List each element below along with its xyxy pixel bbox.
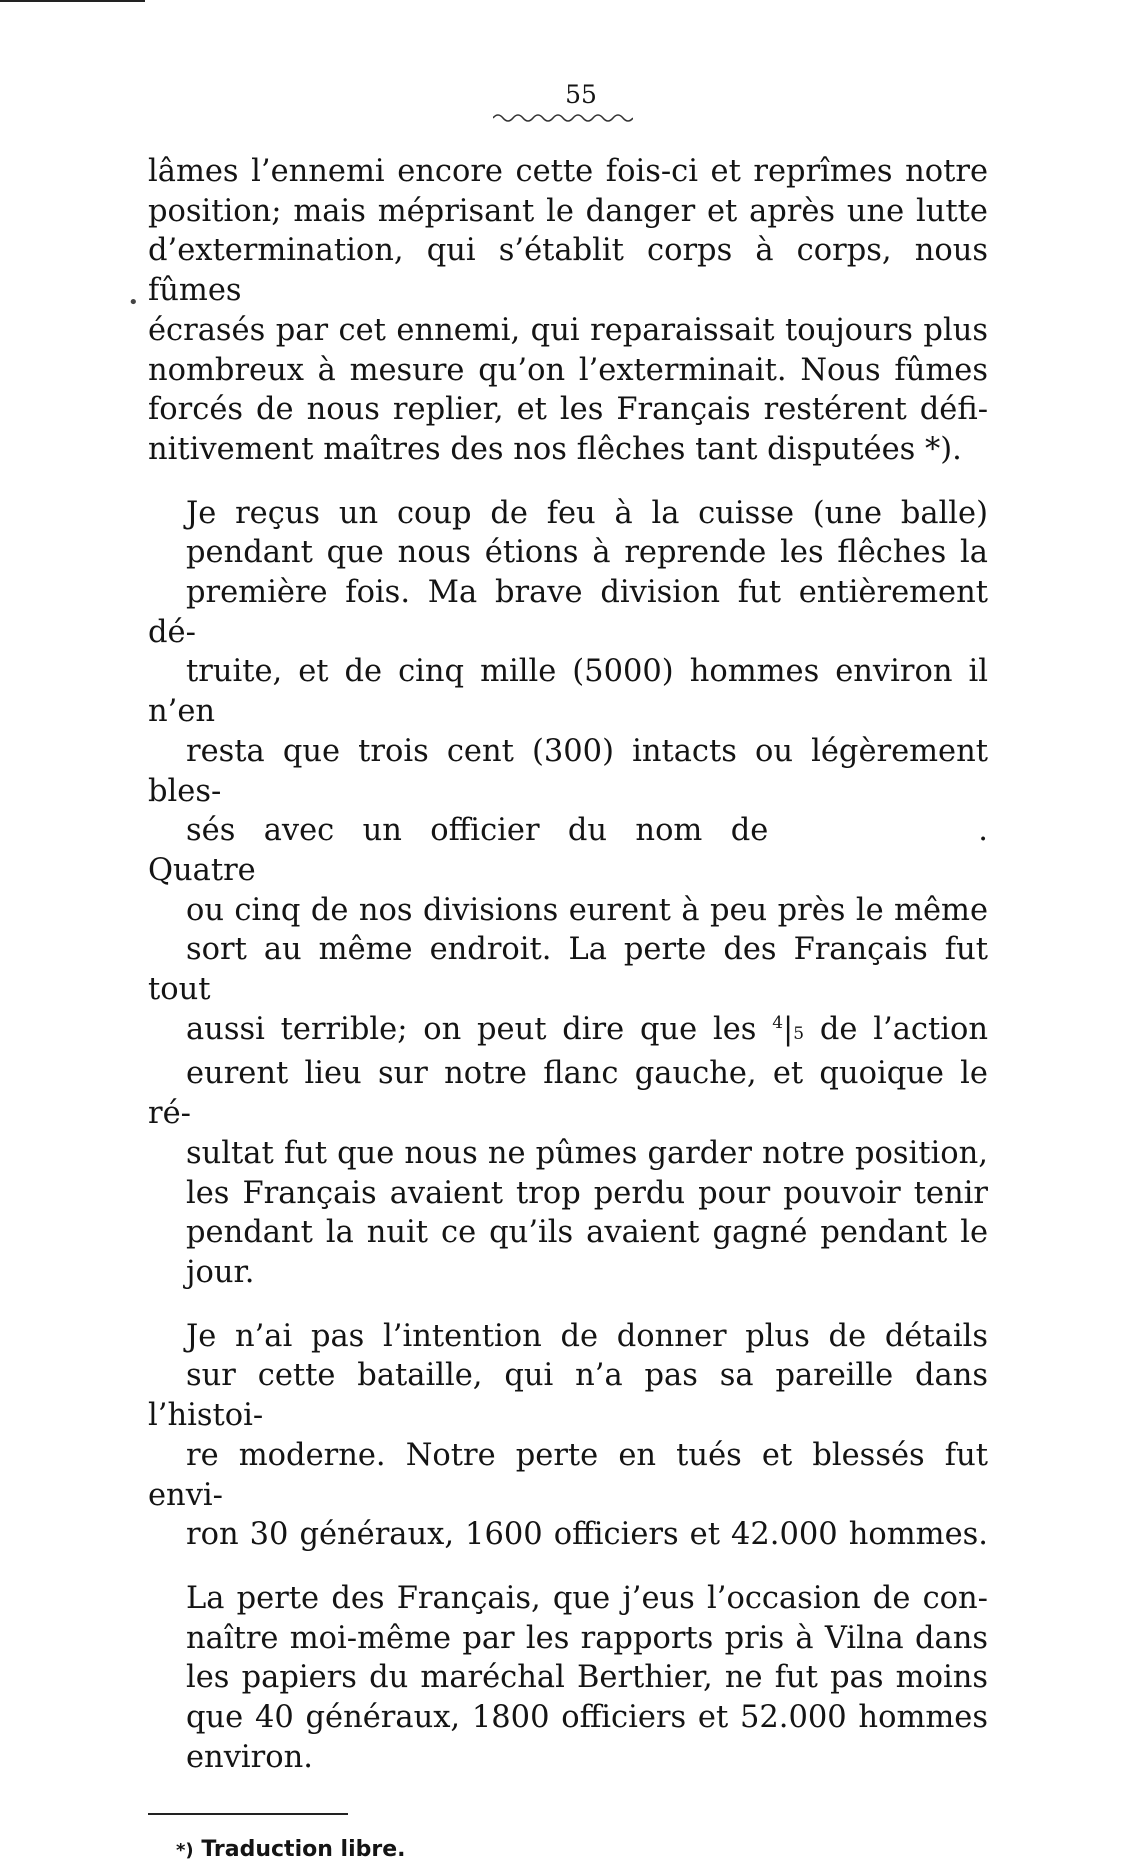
text-line: jour. xyxy=(186,1254,255,1290)
paragraph-2 xyxy=(148,494,988,1293)
page-number: 55 xyxy=(565,80,597,109)
text-line: sort au même endroit. La perte des Français fut tout xyxy=(148,932,988,1008)
text-line: eurent lieu sur notre flanc gauche, et quoique le ré- xyxy=(148,1056,988,1132)
text-line: re moderne. Notre perte en tués et blessés fut envi- xyxy=(148,1437,988,1513)
text-line: pendant la nuit ce qu’ils avaient gagné pendant le xyxy=(186,1215,988,1251)
footnote-text: Traduction libre. xyxy=(201,1837,406,1862)
fraction: $^4$|5 xyxy=(772,1011,805,1047)
text-line: que 40 généraux, 1800 officiers et 52.000 hommes xyxy=(186,1700,988,1736)
text-fragment: de l’action xyxy=(819,1011,988,1047)
text-line: première fois. Ma brave division fut entièrement dé- xyxy=(148,575,988,650)
text-line: les papiers du maréchal Berthier, ne fut pas moins xyxy=(186,1660,988,1696)
fraction-numerator: 4 xyxy=(772,1012,784,1033)
text-line: Je n’ai pas l’intention de donner plus de détails xyxy=(186,1318,988,1354)
text-line: sur cette bataille, qui n’a pas sa pareille dans l’histoi- xyxy=(148,1358,988,1434)
body-text xyxy=(148,152,988,1777)
text-line: nombreux à mesure qu’on l’exterminait. Nous fûmes xyxy=(148,352,988,388)
footnote-separator xyxy=(148,1813,348,1815)
top-edge-rule xyxy=(0,0,145,2)
paragraph-4 xyxy=(148,1579,988,1778)
text-fragment: aussi terrible; on peut dire que les xyxy=(186,1011,757,1047)
text-line: Je reçus un coup de feu à la cuisse (une balle) xyxy=(186,495,988,531)
text-line: écrasés par cet ennemi, qui reparaissait toujours plus xyxy=(148,312,988,348)
text-line: ron 30 généraux, 1600 officiers et 42.000 hommes. xyxy=(186,1517,988,1553)
text-line: lâmes l’ennemi encore cette fois-ci et reprîmes notre xyxy=(148,154,988,189)
text-line-with-fraction xyxy=(148,1010,988,1055)
text-line: forcés de nous replier, et les Français restérent défi- xyxy=(148,392,988,428)
paragraph-3 xyxy=(148,1317,988,1555)
text-line: les Français avaient trop perdu pour pouvoir tenir xyxy=(186,1175,988,1211)
text-line: d’extermination, qui s’établit corps à corps, nous fûmes xyxy=(148,233,988,309)
text-line: nitivement maîtres des nos flêches tant disputées *). xyxy=(148,431,962,467)
text-line: sultat fut que nous ne pûmes garder notre position, xyxy=(186,1135,988,1171)
text-line: environ. xyxy=(186,1739,313,1775)
text-line-with-gap xyxy=(148,811,988,890)
margin-dot-icon: • xyxy=(128,292,139,313)
text-line: La perte des Français, que j’eus l’occasion de con- xyxy=(186,1580,988,1616)
wavy-ornament-icon xyxy=(493,112,633,124)
footnote xyxy=(176,1837,988,1862)
text-line: resta que trois cent (300) intacts ou légèrement bles- xyxy=(148,733,988,809)
fraction-denominator: 5 xyxy=(793,1023,805,1044)
footnote-mark: *) xyxy=(176,1840,194,1862)
book-page xyxy=(148,80,988,1862)
paragraph-1 xyxy=(148,152,988,470)
text-line: pendant que nous étions à reprende les flêches la xyxy=(186,535,988,571)
text-fragment: sés avec un officier du nom de xyxy=(186,813,769,849)
text-line: position; mais méprisant le danger et après une lutte xyxy=(148,193,988,229)
text-line: truite, et de cinq mille (5000) hommes environ il n’en xyxy=(148,654,988,730)
text-fragment: . Quatre xyxy=(148,813,988,888)
text-line: naître moi-même par les rapports pris à Vilna dans xyxy=(186,1620,988,1656)
text-line: ou cinq de nos divisions eurent à peu près le même xyxy=(186,892,988,928)
